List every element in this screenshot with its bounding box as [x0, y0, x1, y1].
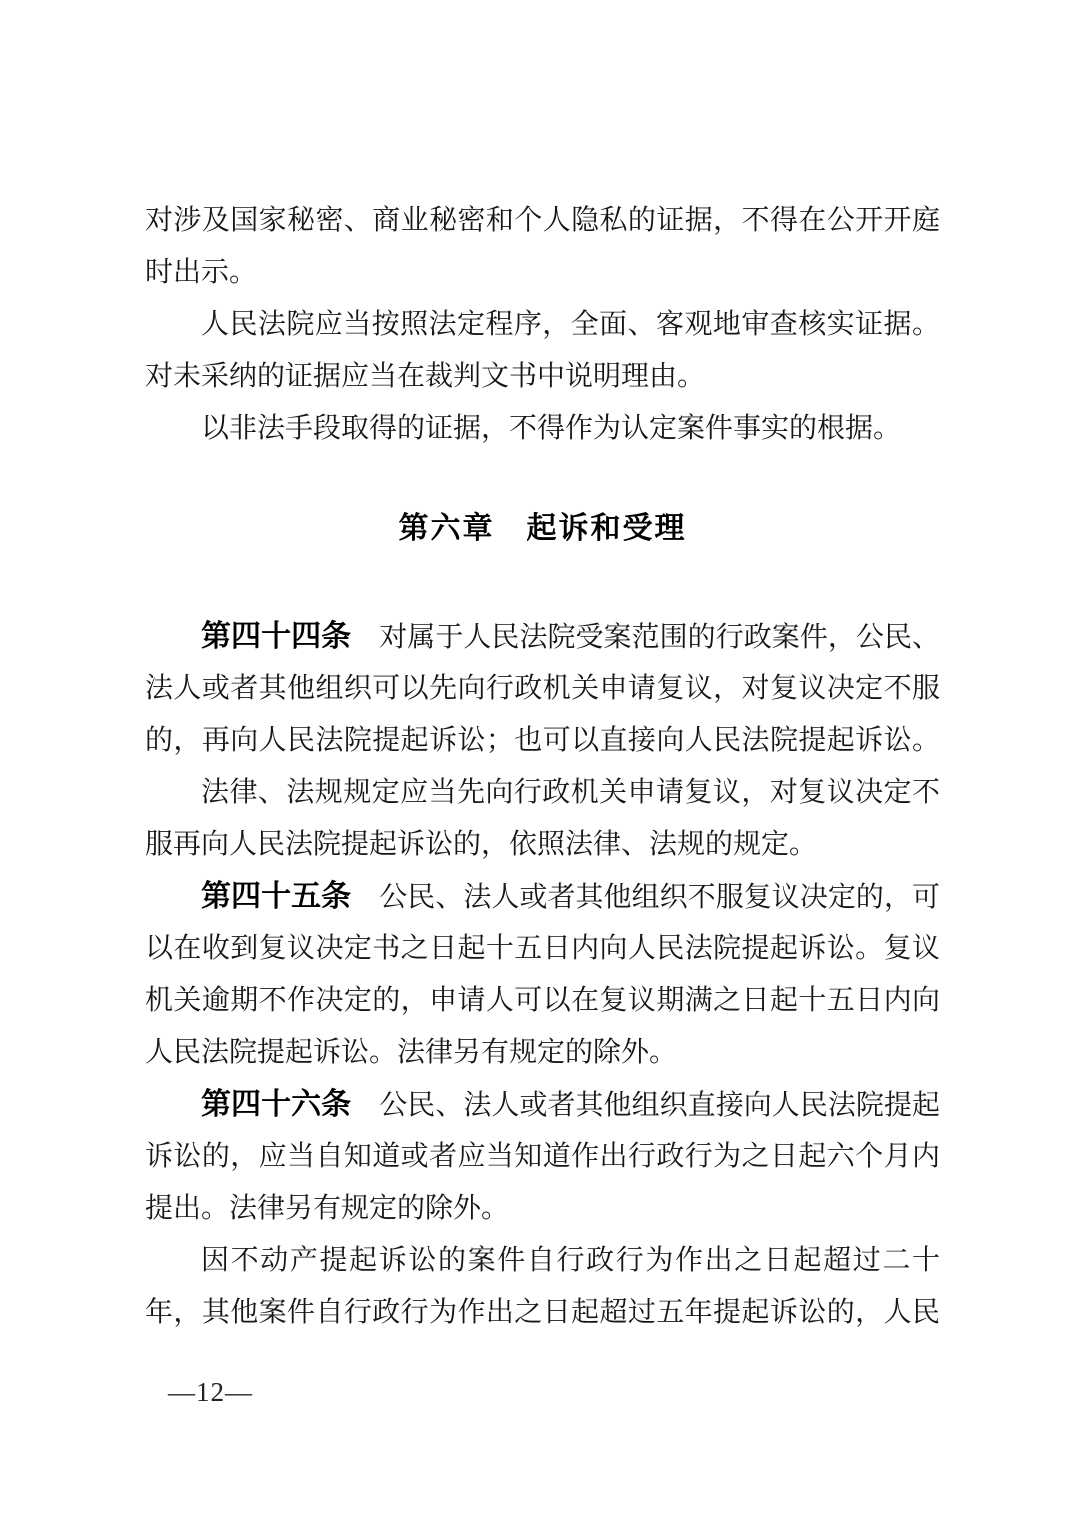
- line-text: 对属于人民法院受案范围的行政案件，公民、: [351, 622, 940, 653]
- paragraph: [145, 1235, 940, 1339]
- text-line: 法人或者其他组织可以先向行政机关申请复议，对复议决定不服: [145, 673, 940, 704]
- text-line: 年，其他案件自行政行为作出之日起超过五年提起诉讼的，人民: [145, 1297, 940, 1328]
- text-line: 人民法院应当按照法定程序，全面、客观地审查核实证据。: [201, 309, 940, 340]
- text-line: 对未采纳的证据应当在裁判文书中说明理由。: [145, 361, 706, 392]
- text-line: 以在收到复议决定书之日起十五日内向人民法院提起诉讼。复议: [145, 933, 940, 964]
- paragraph: [145, 1079, 940, 1235]
- text-line: 的，再向人民法院提起诉讼；也可以直接向人民法院提起诉讼。: [145, 725, 940, 756]
- paragraph: [145, 871, 940, 1079]
- page-number: —12—: [168, 1377, 253, 1407]
- text-line: [145, 611, 940, 663]
- article-number: 第四十五条: [201, 880, 352, 913]
- text-line: 提出。法律另有规定的除外。: [145, 1193, 510, 1224]
- text-line: [145, 1079, 940, 1131]
- text-line: 法律、法规规定应当先向行政机关申请复议，对复议决定不: [201, 777, 940, 808]
- text-line: 诉讼的，应当自知道或者应当知道作出行政行为之日起六个月内: [145, 1141, 940, 1172]
- article-number: 第四十四条: [201, 620, 352, 653]
- text-line: 服再向人民法院提起诉讼的，依照法律、法规的规定。: [145, 829, 818, 860]
- text-line: 机关逾期不作决定的，申请人可以在复议期满之日起十五日内向: [145, 985, 940, 1016]
- text-block: [145, 195, 940, 1339]
- paragraph: [145, 403, 940, 455]
- text-line: 以非法手段取得的证据，不得作为认定案件事实的根据。: [201, 413, 902, 444]
- paragraph: [145, 611, 940, 767]
- text-line: 人民法院提起诉讼。法律另有规定的除外。: [145, 1037, 678, 1068]
- text-line: [145, 871, 940, 923]
- chapter-heading: 第六章 起诉和受理: [398, 512, 687, 545]
- paragraph: [145, 195, 940, 299]
- text-line: 对涉及国家秘密、商业秘密和个人隐私的证据，不得在公开开庭: [145, 205, 940, 236]
- article-number: 第四十六条: [201, 1088, 352, 1121]
- text-line: 时出示。: [145, 257, 258, 288]
- paragraph: [145, 767, 940, 871]
- paragraph: [145, 299, 940, 403]
- text-line: 因不动产提起诉讼的案件自行政行为作出之日起超过二十: [201, 1245, 940, 1276]
- line-text: 公民、法人或者其他组织直接向人民法院提起: [351, 1090, 940, 1121]
- line-text: 公民、法人或者其他组织不服复议决定的，可: [351, 882, 940, 913]
